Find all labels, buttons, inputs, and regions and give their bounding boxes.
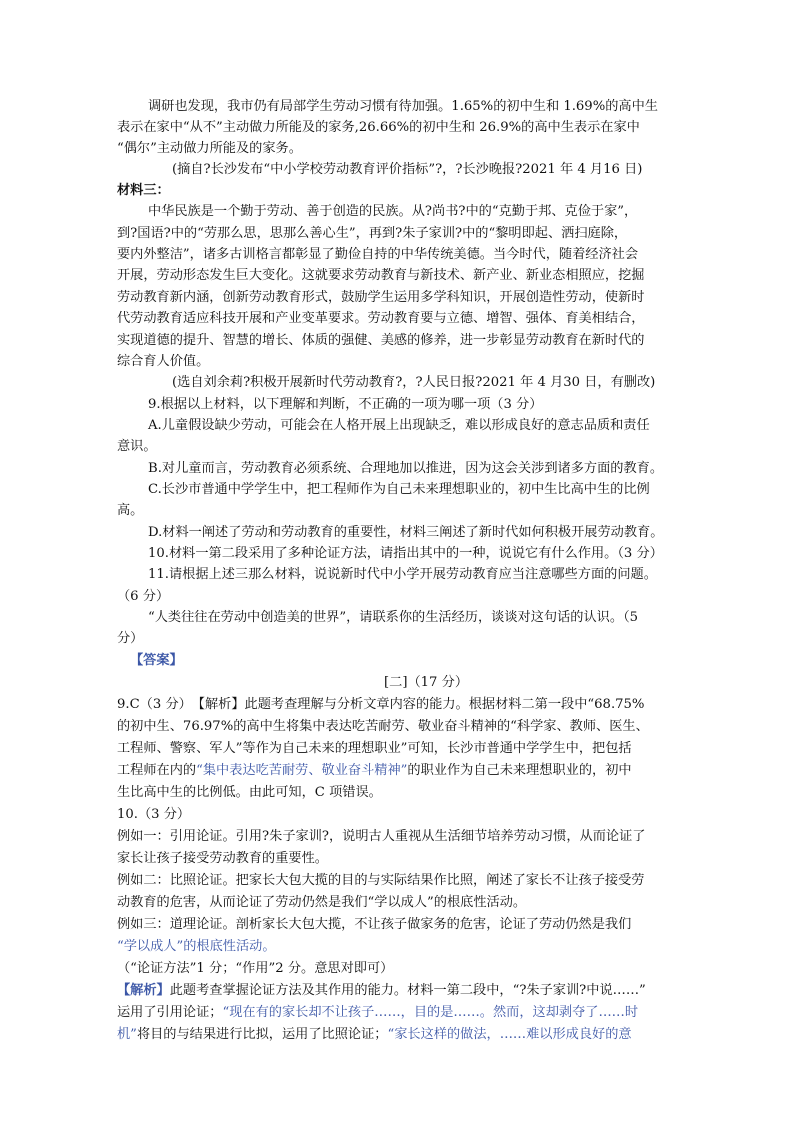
question-9-option-d: D.材料一阐述了劳动和劳动教育的重要性，材料三阐述了新时代如何积极开展劳动教育。 [148, 525, 664, 540]
survey-line-3: “偶尔”主动做力所能及的家务。 [117, 141, 302, 156]
explanation-2-pre: 运用了引用论证； [117, 1005, 223, 1020]
question-11: 11.请根据上述三那么材料，说说新时代中小学开展劳动教育应当注意哪些方面的问题。 [148, 567, 657, 582]
question-12-cont: 分） [117, 631, 144, 646]
answer-9-line-2: 的初中生、76.97%的高中生将集中表达吃苦耐劳、敬业奋斗精神的“科学家、教师、医生、 [117, 719, 649, 734]
answer-10-explanation-3 [117, 1025, 632, 1045]
material3-line-8: 综合育人价值。 [117, 354, 210, 369]
answer-9-line-4-pre: 工程师在内的 [117, 763, 197, 778]
material3-heading: 材料三： [117, 183, 170, 198]
explanation-3-mid: 将目的与结果进行比拟，运用了比照论证； [136, 1027, 388, 1042]
material3-line-7: 实现道德的提升、智慧的增长、体质的强健、美感的修养，进一步彰显劳动教育在新时代的 [117, 333, 645, 348]
answer-9-line-3: 工程师、警察、军人”等作为自己未来的理想职业”可知，长沙市普通中学学生中，把包括 [117, 741, 632, 756]
source-material2: (摘自?长沙发布“中小学校劳动教育评价指标”?，?长沙晚报?2021 年 4 月16 日) [172, 162, 643, 177]
answer-9-line-5: 生比高中生的比例低。由此可知，C 项错误。 [117, 785, 382, 800]
answer-10-example-1: 例如一：引用论证。引用?朱子家训?，说明古人重视从生活细节培养劳动习惯，从而论证了 [117, 829, 646, 844]
question-9-option-a-cont: 意识。 [117, 439, 157, 454]
material3-line-5: 劳动教育新内涵，创新劳动教育形式，鼓励学生运用多学科知识，开展创造性劳动，使新时 [117, 290, 645, 305]
question-9-option-c: C.长沙市普通中学学生中，把工程师作为自己未来理想职业的，初中生比高中生的比例 [148, 482, 650, 497]
answer-10-score-note: （“论证方法”1 分；“作用”2 分。意思对即可） [117, 961, 394, 976]
answer-9-line-4 [117, 761, 632, 781]
section-title: [二]（17 分） [384, 675, 469, 690]
answer-9-line-1: 9.C（3 分） 【解析】此题考查理解与分析文章内容的能力。根据材料二第一段中“68.75% [117, 697, 645, 712]
survey-line-1: 调研也发现，我市仍有局部学生劳动习惯有待加强。1.65%的初中生和 1.69%的高中生 [148, 99, 658, 114]
explanation-3-highlight-1: 机” [117, 1027, 137, 1042]
answer-label: 【答案】 [130, 653, 183, 668]
explanation-3-highlight-2: “家长这样的做法，……难以形成良好的意 [387, 1027, 632, 1042]
question-11-cont: （6 分） [117, 589, 170, 604]
answer-10-example-1-cont: 家长让孩子接受劳动教育的重要性。 [117, 851, 328, 866]
answer-10-explanation-2 [117, 1003, 638, 1023]
material3-line-1: 中华民族是一个勤于劳动、善于创造的民族。从?尚书?中的“克勤于邦、克俭于家”， [148, 204, 638, 219]
answer-10-example-3-cont: “学以成人”的根底性活动。 [117, 939, 276, 954]
answer-10-example-2-cont: 动教育的危害，从而论证了劳动仍然是我们“学以成人”的根底性活动。 [117, 895, 527, 910]
answer-10-example-3: 例如三：道理论证。剖析家长大包大揽，不让孩子做家务的危害，论证了劳动仍然是我们 [117, 917, 632, 932]
material3-line-3: 要内外整洁”，诸多古训格言都彰显了勤俭自持的中华传统美德。当今时代，随着经济社会 [117, 247, 639, 262]
source-material3: (选自刘余莉?积极开展新时代劳动教育?，?人民日报?2021 年 4 月30 日，有删改) [172, 375, 656, 390]
material3-line-4: 开展，劳动形态发生巨大变化。这就要求劳动教育与新技术、新产业、新业态相照应，挖掘 [117, 268, 645, 283]
question-9: 9.根据以上材料，以下理解和判断，不正确的一项为哪一项（3 分） [148, 397, 543, 412]
answer-10-head: 10.（3 分） [117, 807, 191, 822]
question-9-option-c-cont: 高。 [117, 503, 144, 518]
survey-line-2: 表示在家中“从不”主动做力所能及的家务,26.66%的初中生和 26.9%的高中生表示在家中 [117, 120, 640, 135]
answer-9-line-4-highlight: “集中表达吃苦耐劳、敬业奋斗精神” [196, 763, 408, 778]
explanation-tag: 【解析】 [117, 983, 170, 998]
question-9-option-a: A.儿童假设缺少劳动，可能会在人格开展上出现缺乏，难以形成良好的意志品质和责任 [148, 418, 650, 433]
material3-line-2: 到?国语?中的“劳那么思，思那么善心生”，再到?朱子家训?中的“黎明即起、洒扫庭除， [117, 226, 628, 241]
explanation-2-highlight: “现在有的家长却不让孩子……，目的是……。然而，这却剥夺了……时 [222, 1005, 639, 1020]
question-10: 10.材料一第二段采用了多种论证方法，请指出其中的一种，说说它有什么作用。（3 分） [148, 546, 663, 561]
question-12: “人类往往在劳动中创造美的世界”，请联系你的生活经历，谈谈对这句话的认识。（5 [148, 610, 639, 625]
material3-line-6: 代劳动教育适应科技开展和产业变革要求。劳动教育要与立德、增智、强体、育美相结合， [117, 311, 645, 326]
question-9-option-b: B.对儿童而言，劳动教育必须系统、合理地加以推进，因为这会关涉到诸多方面的教育。 [148, 461, 664, 476]
answer-9-line-4-post: 的职业作为自己未来理想职业的，初中 [407, 763, 632, 778]
answer-10-example-2: 例如二：比照论证。把家长大包大揽的目的与实际结果作比照，阐述了家长不让孩子接受劳 [117, 873, 645, 888]
answer-10-explanation-1 [117, 981, 646, 1001]
explanation-1-text: 此题考查掌握论证方法及其作用的能力。材料一第二段中，“?朱子家训?中说……” [169, 983, 646, 998]
